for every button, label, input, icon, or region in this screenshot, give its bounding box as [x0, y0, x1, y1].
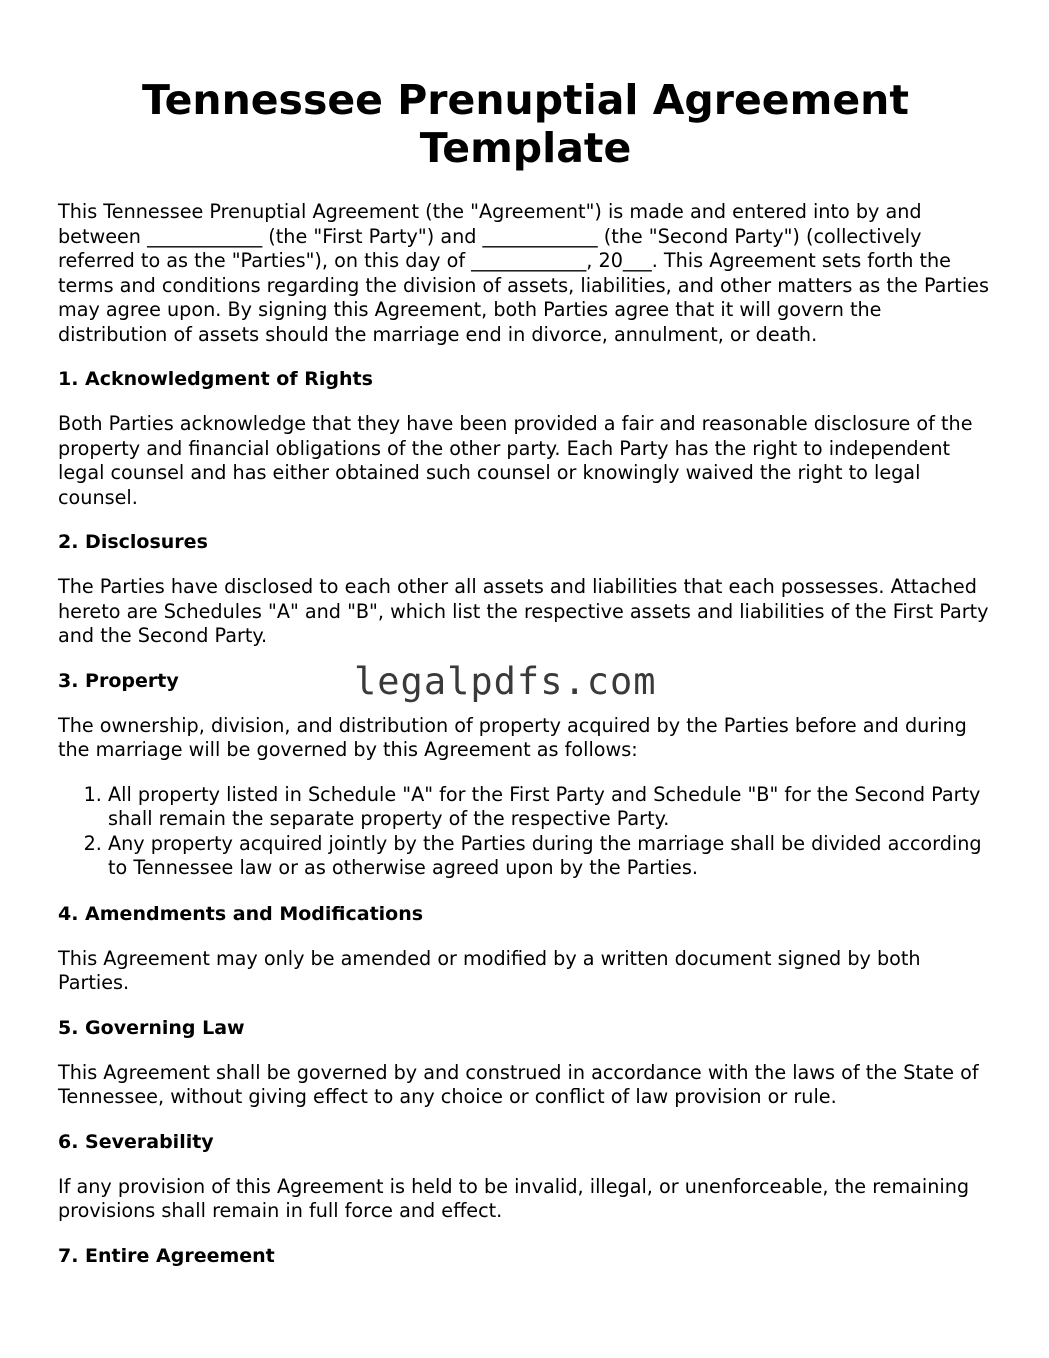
- section-heading-property: 3. Property: [58, 669, 179, 692]
- list-item: 2. Any property acquired jointly by the Parties during the marriage shall be divided according to Tennessee law or as otherwise agreed upon by the Parties.: [108, 832, 993, 881]
- document-title: Tennessee Prenuptial Agreement Template: [142, 76, 909, 172]
- property-list: [58, 783, 993, 881]
- section-body-acknowledgment: Both Parties acknowledge that they have been provided a fair and reasonable disclosure of the property and financial obligations of the other party. Each Party has the right to independent legal counsel and has either obtained such counsel or knowingly waived the right to legal counsel.: [58, 412, 973, 509]
- list-item: 1. All property listed in Schedule "A" for the First Party and Schedule "B" for the Second Party shall remain the separate property of the respective Party.: [108, 783, 993, 832]
- section-heading-acknowledgment: 1. Acknowledgment of Rights: [58, 368, 373, 390]
- section-body-governing-law: This Agreement shall be governed by and construed in accordance with the laws of the State of Tennessee, without giving effect to any choice or conflict of law provision or rule.: [58, 1060, 979, 1108]
- section-body-property: The ownership, division, and distribution of property acquired by the Parties before and during the marriage will be governed by this Agreement as follows:: [58, 713, 967, 761]
- section-heading-amendments: 4. Amendments and Modifications: [58, 902, 424, 925]
- section-heading-governing-law: 5. Governing Law: [58, 1016, 245, 1039]
- section-body-amendments: This Agreement may only be amended or modified by a written document signed by both Parties.: [58, 946, 921, 994]
- intro-paragraph: This Tennessee Prenuptial Agreement (the "Agreement") is made and entered into by and between ____________ (the "First Party") and ____________ (the "Second Party") (collectively referred to as the "Parties"), on this day of ____________, 20___. This Agreement sets forth the terms and conditions regarding the division of assets, liabilities, and other matters as the Parties may agree upon. By signing this Agreement, both Parties agree that it will govern the distribution of assets should the marriage end in divorce, annulment, or death.: [58, 200, 989, 346]
- section-body-disclosures: The Parties have disclosed to each other all assets and liabilities that each possesses. Attached hereto are Schedules "A" and "B", which list the respective assets and liabilities of the First Party and the Second Party.: [58, 575, 989, 647]
- section-heading-severability: 6. Severability: [58, 1130, 214, 1153]
- section-heading-disclosures: 2. Disclosures: [58, 531, 208, 553]
- section-body-severability: If any provision of this Agreement is held to be invalid, illegal, or unenforceable, the remaining provisions shall remain in full force and effect.: [58, 1174, 970, 1222]
- section-heading-entire-agreement: 7. Entire Agreement: [58, 1244, 275, 1267]
- watermark: legalpdfs.com: [354, 660, 657, 703]
